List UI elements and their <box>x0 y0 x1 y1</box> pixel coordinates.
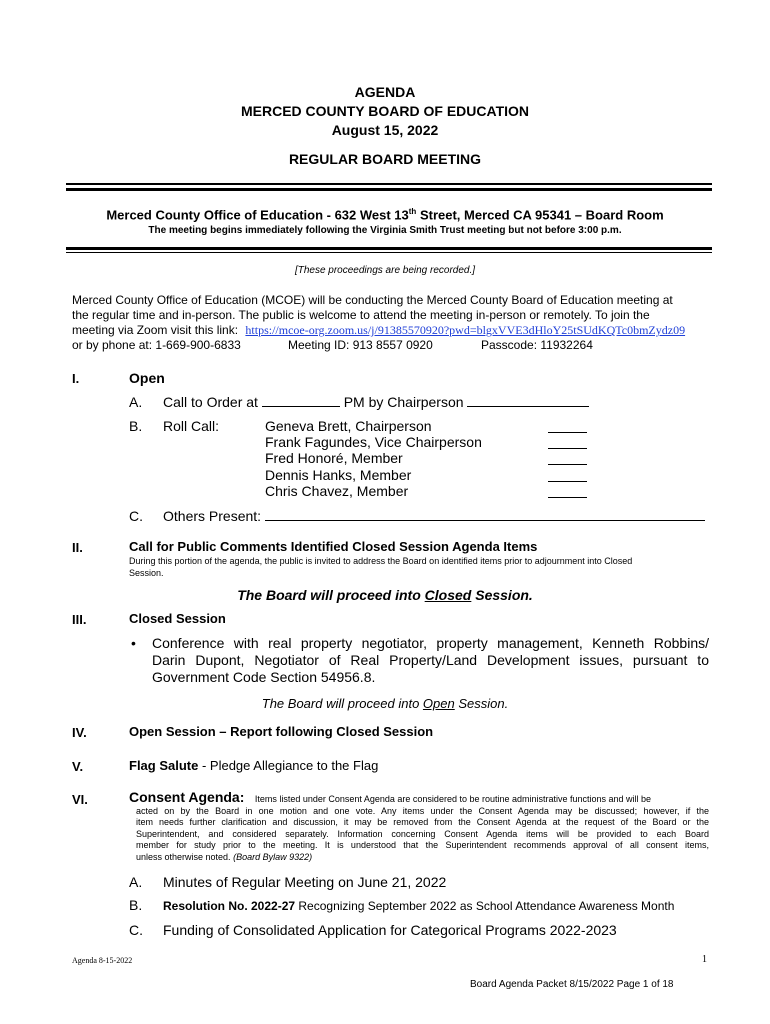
call-to-order-time-blank[interactable] <box>262 406 340 407</box>
bullet-icon: • <box>131 635 136 651</box>
chairperson-blank[interactable] <box>467 406 589 407</box>
item-1c-letter: C. <box>129 508 143 524</box>
intro-line-2: the regular time and in-person. The public is welcome to attend the meeting in-person or remotely. To join the <box>72 308 650 322</box>
roll-member: Fred Honoré, Member <box>265 450 403 466</box>
section-4-title: Open Session – Report following Closed Session <box>129 724 434 739</box>
header-rule-top <box>66 183 712 185</box>
item-6b-text: Resolution No. 2022-27 Recognizing September 2022 as School Attendance Awareness Month <box>163 899 675 913</box>
roll-member: Frank Fagundes, Vice Chairperson <box>265 434 482 450</box>
others-present-blank[interactable] <box>265 520 705 521</box>
closed-session-item: Conference with real property negotiator, property management, Kenneth Robbins/ Darin Dupont, Negotiator of Real Property/Land Development issues, pursuant to Government Code Section 54956.8. <box>152 635 709 685</box>
recorded-note: [These proceedings are being recorded.] <box>294 265 476 276</box>
item-6c-text: Funding of Consolidated Application for Categorical Programs 2022-2023 <box>163 922 617 938</box>
header-rule-bottom <box>66 188 712 191</box>
roll-member: Chris Chavez, Member <box>265 483 409 499</box>
passcode: Passcode: 11932264 <box>481 338 593 352</box>
meeting-date: August 15, 2022 <box>331 122 439 138</box>
section-2-title: Call for Public Comments Identified Closed Session Agenda Items <box>129 539 538 554</box>
footer-agenda-label: Agenda 8-15-2022 <box>72 956 133 965</box>
agenda-heading: AGENDA <box>354 84 416 100</box>
intro-line-1: Merced County Office of Education (MCOE) will be conducting the Merced County Board of Education meeting at <box>72 293 673 307</box>
roll-check-blank[interactable] <box>548 450 587 465</box>
section-3-number: III. <box>72 612 87 627</box>
intro-line-3: meeting via Zoom visit this link: https://mcoe-org.zoom.us/j/91385570920?pwd=blgxVVE3dHloY25tSUdKQTc0bmZydz09 <box>72 323 686 337</box>
roll-check-blank[interactable] <box>548 483 587 498</box>
section-4-number: IV. <box>72 725 87 740</box>
section-6-number: VI. <box>72 792 88 807</box>
item-6b-letter: B. <box>129 897 143 913</box>
phone-number: or by phone at: 1-669-900-6833 <box>72 338 241 352</box>
item-6a-text: Minutes of Regular Meeting on June 21, 2022 <box>163 874 447 890</box>
item-6a-letter: A. <box>129 874 143 890</box>
meeting-start-note: The meeting begins immediately following the Virginia Smith Trust meeting but not before 3:00 p.m. <box>148 225 622 236</box>
location-rule-top <box>66 247 712 250</box>
packet-footer: Board Agenda Packet 8/15/2022 Page 1 of 18 <box>470 979 674 990</box>
item-1a-letter: A. <box>129 394 143 410</box>
roll-member: Geneva Brett, Chairperson <box>265 418 432 434</box>
section-2-note-2: Session. <box>129 568 164 578</box>
call-to-order-line: Call to Order at PM by Chairperson <box>163 394 589 410</box>
zoom-link[interactable]: https://mcoe-org.zoom.us/j/91385570920?pwd=blgxVVE3dHloY25tSUdKQTc0bmZydz09 <box>245 323 686 337</box>
section-5-line: Flag Salute - Pledge Allegiance to the Flag <box>129 758 379 773</box>
meeting-id: Meeting ID: 913 8557 0920 <box>288 338 433 352</box>
section-1-title: Open <box>129 370 165 386</box>
open-session-proceed: The Board will proceed into Open Session. <box>261 696 509 711</box>
roll-call-label: Roll Call: <box>163 418 220 434</box>
roll-check-blank[interactable] <box>548 418 587 433</box>
location-rule-bottom <box>66 252 712 253</box>
roll-check-blank[interactable] <box>548 467 587 482</box>
roll-check-blank[interactable] <box>548 434 587 449</box>
meeting-type: REGULAR BOARD MEETING <box>288 151 482 167</box>
section-5-title: Flag Salute <box>129 758 199 773</box>
section-1-number: I. <box>72 371 80 386</box>
item-6c-letter: C. <box>129 922 143 938</box>
section-2-note-1: During this portion of the agenda, the public is invited to address the Board on identified items prior to adjournment into Closed <box>129 556 633 566</box>
location-line: Merced County Office of Education - 632 West 13th Street, Merced CA 95341 – Board Room <box>106 207 664 223</box>
item-1b-letter: B. <box>129 418 143 434</box>
closed-session-proceed: The Board will proceed into Closed Session. <box>237 587 533 603</box>
section-2-number: II. <box>72 540 83 555</box>
section-3-title: Closed Session <box>129 611 226 626</box>
roll-member: Dennis Hanks, Member <box>265 467 412 483</box>
page-number: 1 <box>702 954 707 965</box>
others-present-line: Others Present: <box>163 508 705 524</box>
board-name: MERCED COUNTY BOARD OF EDUCATION <box>240 103 530 119</box>
consent-agenda-description: acted on by the Board in one motion and one vote. Any items under the Consent Agenda may be discussed; however, if the item needs further clarification and discussion, it may be removed from the Consent Agenda at the request of the Board or the Superintendent, and considered separately. Information concerning Consent Agenda items will be provided to each Board member for study prior to the meeting. It is understood that the Superintendent recommends approval of all consent items, unless otherwise noted. (Board Bylaw 9322) <box>136 806 709 862</box>
consent-agenda-header: Consent Agenda: Items listed under Consent Agenda are considered to be routine administrative functions and will be <box>129 789 652 805</box>
section-6-title: Consent Agenda: <box>129 789 245 805</box>
section-5-number: V. <box>72 759 84 774</box>
